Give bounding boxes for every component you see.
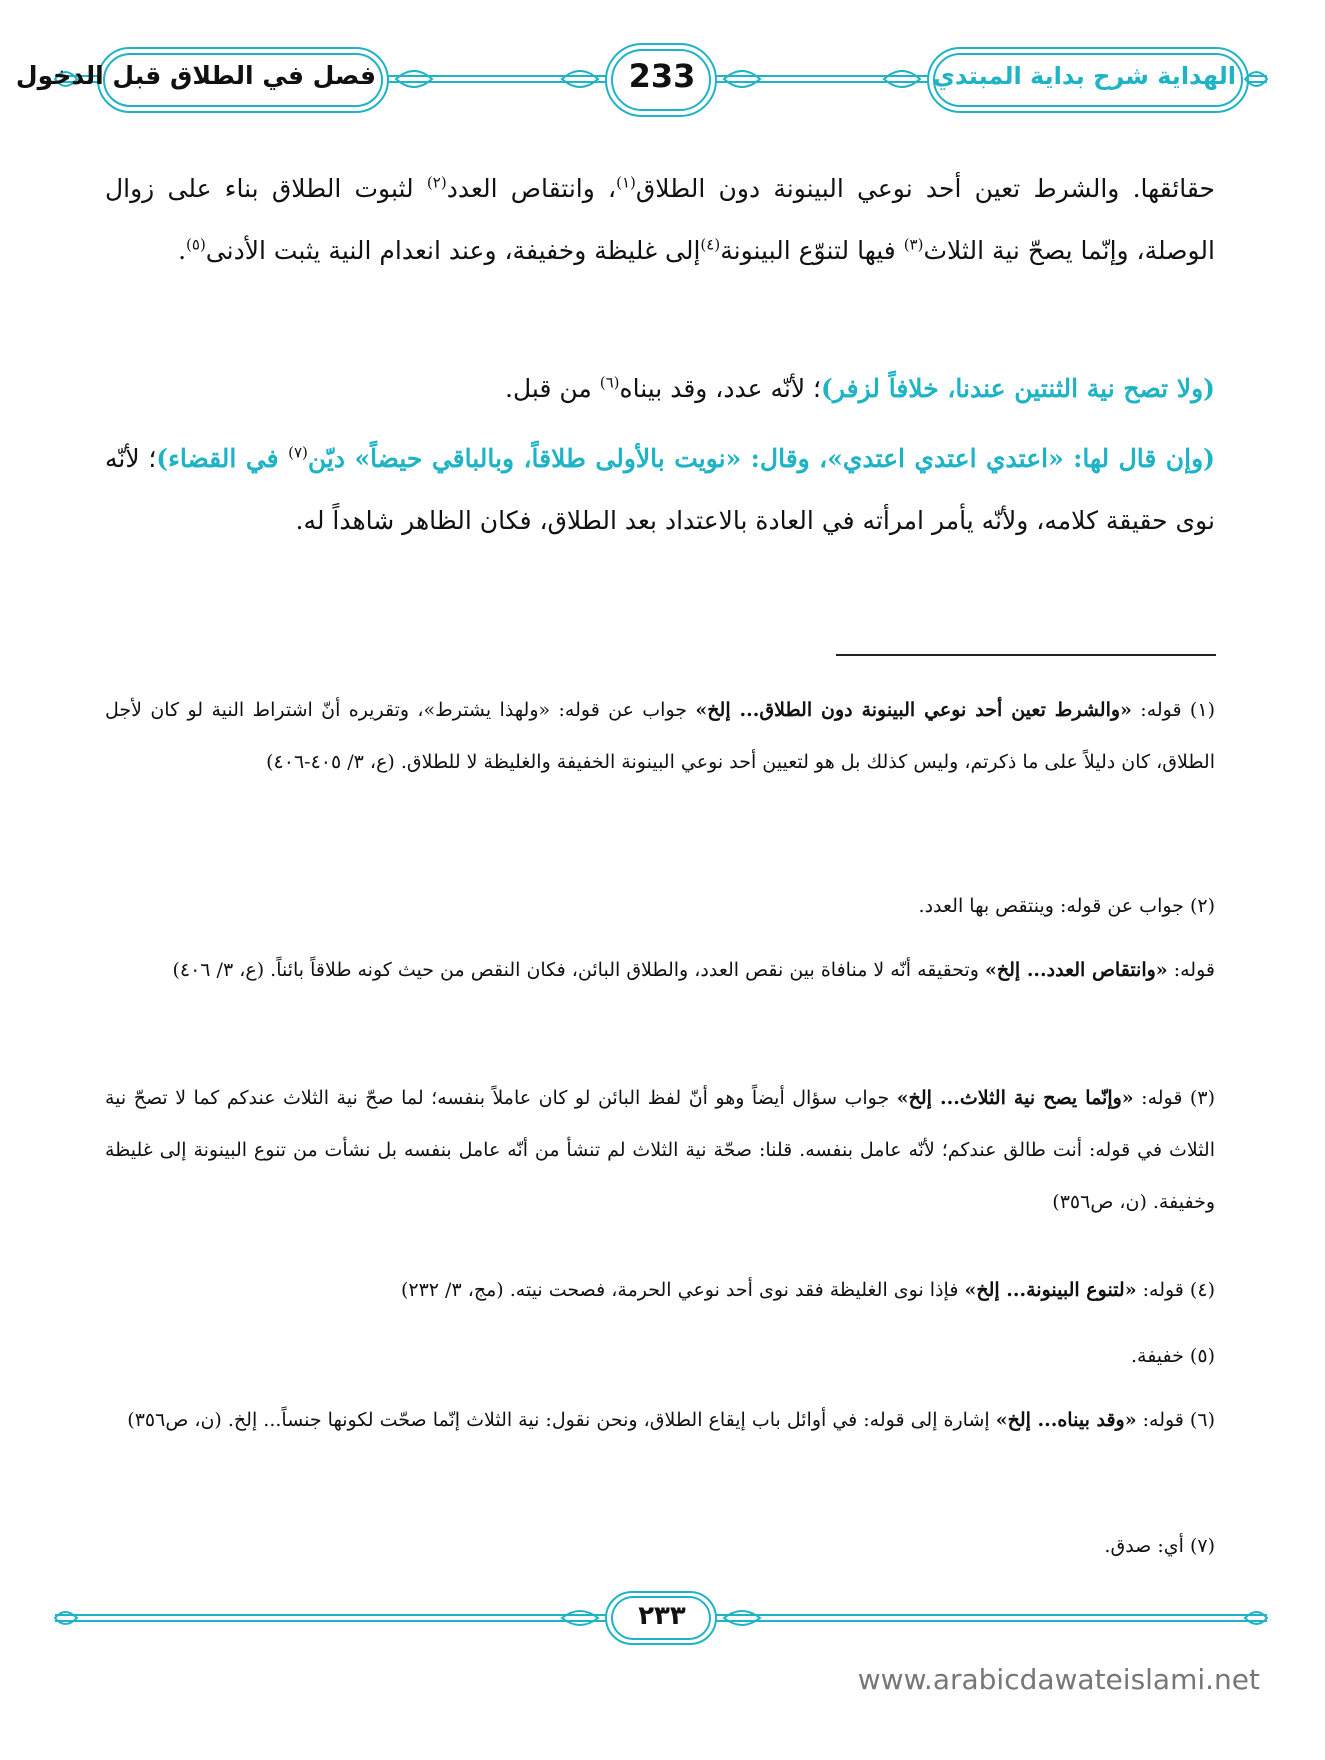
text-run: (٧) أي: صدق. — [1104, 1535, 1215, 1557]
text-run: إشارة إلى قوله: في أوائل باب إيقاع الطلاق، ونحن نقول: نية الثلاث إنّما صحّت لكونها جنساً... إلخ. (ن، ص٣٥٦) — [127, 1409, 996, 1431]
footnote-5 — [105, 1330, 1215, 1382]
footnote-1 — [105, 684, 1215, 788]
text-run: جواب سؤال أيضاً وهو أنّ لفظ البائن لو كان عاملاً بنفسه؛ لما صحّ نية الثلاث عندكم كما لا تصحّ نية الثلاث في قوله: أنت طالق عندكم؛ لأنّه عامل بنفسه. قلنا: صحّة نية الثلاث لم تنشأ من أنّه عامل بنفسه بل نشأت من تنوع البينونة إلى غليظة وخفيفة. (ن، ص٣٥٦) — [105, 1087, 1215, 1213]
text-run: جواب عن قوله: «ولهذا يشترط»، وتقريره أنّ اشتراط النية لو كان لأجل الطلاق، كان دليلاً على ما ذكرتم، وليس كذلك بل هو لتعيين أحد نوعي البينونة الخفيفة والغليظة لا للطلاق. (ع، ٣/ ٤٠٥-٤٠٦) — [105, 699, 1215, 773]
text-run: ، وانتقاص العدد — [446, 174, 617, 203]
footnote-7 — [105, 1520, 1215, 1572]
text-run: (٦) قوله: — [1136, 1409, 1215, 1431]
text-run: إلى غليظة وخفيفة، وعند انعدام النية يثبت الأدنى — [205, 236, 701, 265]
website-link[interactable]: www.arabicdawateislami.net — [857, 1663, 1260, 1696]
footnote-ref-marker: (٢) — [426, 173, 447, 192]
footnote-ref-marker: (١) — [616, 173, 636, 192]
text-run: فإذا نوى الغليظة فقد نوى أحد نوعي الحرمة، فصحت نيته. (مج، ٣/ ٢٣٢) — [400, 1279, 965, 1301]
footnote-4 — [105, 1264, 1215, 1316]
footnote-2-cont — [105, 944, 1215, 996]
text-run: (٣) قوله: — [1133, 1087, 1215, 1109]
text-run: . — [178, 236, 187, 265]
footnote-ref-marker: (٥) — [186, 235, 206, 254]
footnote-ref-marker: (٣) — [903, 235, 924, 254]
text-run: ؛ لأنّه عدد، وقد بيناه — [619, 374, 822, 403]
quoted-phrase: «وانتقاص العدد... إلخ» — [985, 959, 1168, 981]
footnote-2 — [105, 880, 1215, 932]
header-book-title: الهداية شرح بداية المبتدي — [932, 62, 1236, 90]
text-run: ؛ لأنّه نوى حقيقة كلامه، ولأنّه يأمر امرأته في العادة بالاعتداد بعد الطلاق، فكان الظاهر شاهداً له. — [105, 444, 1215, 535]
main-paragraph-2 — [105, 358, 1215, 420]
text-run: لثبوت الطلاق بناء على زوال الوصلة، وإنّما يصحّ نية الثلاث — [105, 174, 1215, 265]
text-run: قوله: — [1167, 959, 1215, 981]
footer-page-number: ٢٣٣ — [638, 1601, 686, 1631]
footnote-6 — [105, 1394, 1215, 1446]
quoted-phrase: «وإنّما يصح نية الثلاث... إلخ» — [896, 1087, 1134, 1109]
text-run: (٤) قوله: — [1136, 1279, 1215, 1301]
footnote-ref-marker: (٦) — [599, 373, 620, 392]
text-run: من قبل. — [505, 374, 600, 403]
highlighted-matn-text: (وإن قال لها: «اعتدي اعتدي اعتدي»، وقال: «نويت بالأولى طلاقاً، وبالباقي حيضاً» ديّن — [307, 444, 1215, 473]
text-run: فيها لتنوّع البينونة — [720, 236, 904, 265]
highlighted-matn-text: في القضاء) — [156, 444, 289, 473]
main-paragraph-3 — [105, 428, 1215, 552]
text-run: (٥) خفيفة. — [1130, 1345, 1215, 1367]
footnote-3 — [105, 1072, 1215, 1228]
footnote-separator — [836, 654, 1216, 656]
header-page-number: 233 — [628, 57, 696, 95]
quoted-phrase: «والشرط تعين أحد نوعي البينونة دون الطلاق... إلخ» — [695, 699, 1132, 721]
text-run: (١) قوله: — [1131, 699, 1215, 721]
text-run: (٢) جواب عن قوله: وينتقص بها العدد. — [918, 895, 1215, 917]
quoted-phrase: «لتنوع البينونة... إلخ» — [964, 1279, 1137, 1301]
text-run: وتحقيقه أنّه لا منافاة بين نقص العدد، والطلاق البائن، فكان النقص من حيث كونه طلاقاً بائناً. (ع، ٣/ ٤٠٦) — [172, 959, 985, 981]
text-run: حقائقها. والشرط تعين أحد نوعي البينونة دون الطلاق — [635, 174, 1215, 203]
main-paragraph-1 — [105, 158, 1215, 282]
quoted-phrase: «وقد بيناه... إلخ» — [995, 1409, 1137, 1431]
highlighted-matn-text: (ولا تصح نية الثنتين عندنا، خلافاً لزفر) — [821, 374, 1215, 403]
footnote-ref-marker: (٤) — [700, 235, 721, 254]
header-chapter-title: فصل في الطلاق قبل الدخول — [15, 61, 376, 90]
footnote-ref-marker: (٧) — [288, 443, 308, 462]
